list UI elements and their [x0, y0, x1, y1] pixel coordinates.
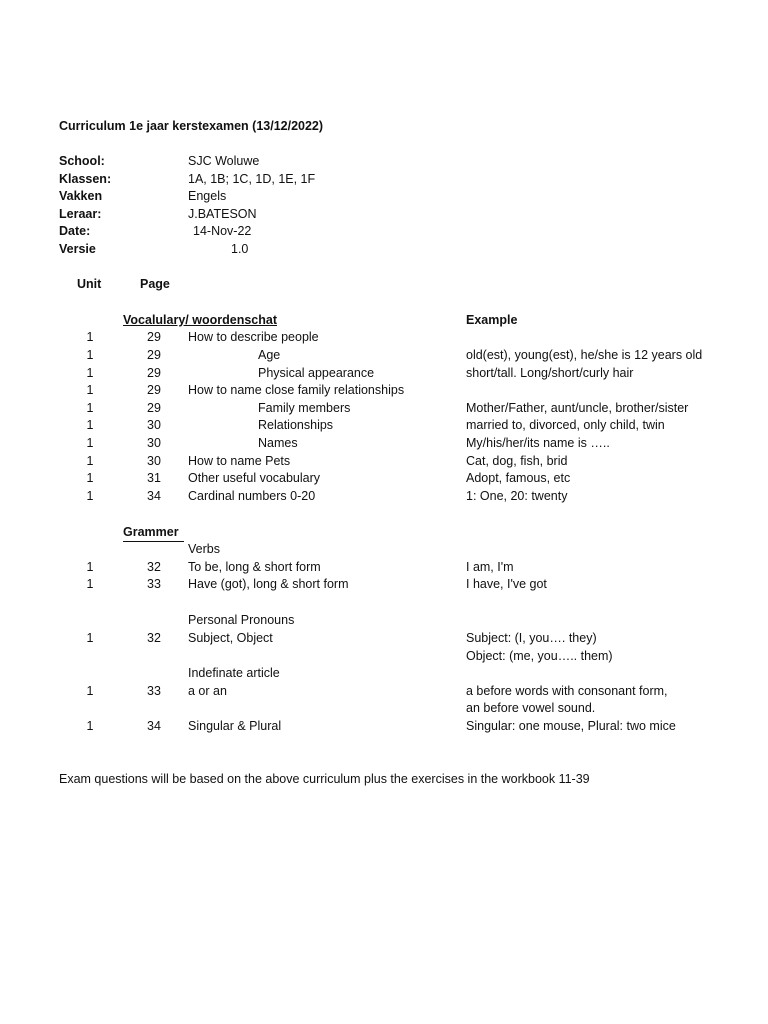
row-unit: 1 — [86, 366, 94, 380]
meta-value-leraar: J.BATESON — [188, 207, 257, 221]
row-topic: How to name Pets — [188, 454, 291, 468]
row-page: 29 — [147, 348, 161, 362]
header-vocabulary: Vocalulary/ woordenschat — [123, 313, 277, 327]
meta-label-klassen: Klassen: — [59, 172, 112, 186]
row-page: 30 — [147, 436, 161, 450]
header-unit: Unit — [77, 277, 102, 291]
row-unit: 1 — [86, 560, 94, 574]
row-page: 32 — [147, 560, 161, 574]
meta-value-vakken: Engels — [188, 189, 227, 203]
row-topic: Names — [258, 436, 298, 450]
row-page: 34 — [147, 719, 161, 733]
row-topic: Singular & Plural — [188, 719, 282, 733]
row-page: 29 — [147, 366, 161, 380]
row-unit: 1 — [86, 489, 94, 503]
row-unit: 1 — [86, 684, 94, 698]
meta-label-date: Date: — [59, 224, 91, 238]
row-example: Subject: (I, you…. they) — [466, 631, 597, 645]
row-topic: To be, long & short form — [188, 560, 321, 574]
row-unit: 1 — [86, 631, 94, 645]
row-example: Cat, dog, fish, brid — [466, 454, 568, 468]
row-example: Mother/Father, aunt/uncle, brother/sister — [466, 401, 689, 415]
row-topic: Family members — [258, 401, 351, 415]
row-unit: 1 — [86, 454, 94, 468]
header-example: Example — [466, 313, 518, 327]
header-page: Page — [140, 277, 170, 291]
row-example: Singular: one mouse, Plural: two mice — [466, 719, 676, 733]
row-topic: Cardinal numbers 0-20 — [188, 489, 316, 503]
row-topic: How to describe people — [188, 330, 319, 344]
row-example: 1: One, 20: twenty — [466, 489, 568, 503]
row-topic: Have (got), long & short form — [188, 577, 349, 591]
meta-value-versie: 1.0 — [231, 242, 249, 256]
row-unit: 1 — [86, 577, 94, 591]
row-topic: Subject, Object — [188, 631, 273, 645]
row-unit: 1 — [86, 418, 94, 432]
row-page: 33 — [147, 684, 161, 698]
row-example: I am, I'm — [466, 560, 514, 574]
row-page: 33 — [147, 577, 161, 591]
row-topic: Relationships — [258, 418, 334, 432]
row-unit: 1 — [86, 348, 94, 362]
row-example: old(est), young(est), he/she is 12 years old — [466, 348, 703, 362]
row-page: 29 — [147, 383, 161, 397]
verbs-heading: Verbs — [188, 542, 220, 556]
row-topic: Age — [258, 348, 281, 362]
meta-value-school: SJC Woluwe — [188, 154, 260, 168]
meta-label-school: School: — [59, 154, 105, 168]
row-unit: 1 — [86, 719, 94, 733]
row-unit: 1 — [86, 383, 94, 397]
row-page: 30 — [147, 454, 161, 468]
row-page: 31 — [147, 471, 161, 485]
row-unit: 1 — [86, 401, 94, 415]
article-heading: Indefinate article — [188, 666, 280, 680]
row-topic: Other useful vocabulary — [188, 471, 321, 485]
row-page: 29 — [147, 401, 161, 415]
row-example: short/tall. Long/short/curly hair — [466, 366, 634, 380]
row-example: My/his/her/its name is ….. — [466, 436, 610, 450]
row-unit: 1 — [86, 330, 94, 344]
pronouns-heading: Personal Pronouns — [188, 613, 295, 627]
row-example: a before words with consonant form, — [466, 684, 668, 698]
row-topic: How to name close family relationships — [188, 383, 405, 397]
row-page: 29 — [147, 330, 161, 344]
meta-label-vakken: Vakken — [59, 189, 103, 203]
row-unit: 1 — [86, 471, 94, 485]
row-example: I have, I've got — [466, 577, 547, 591]
row-page: 30 — [147, 418, 161, 432]
row-example-continued: Object: (me, you….. them) — [466, 649, 613, 663]
header-grammar: Grammer — [123, 524, 184, 542]
row-example: married to, divorced, only child, twin — [466, 418, 665, 432]
row-topic: a or an — [188, 684, 227, 698]
row-page: 32 — [147, 631, 161, 645]
meta-value-klassen: 1A, 1B; 1C, 1D, 1E, 1F — [188, 172, 316, 186]
row-example-continued: an before vowel sound. — [466, 701, 596, 715]
row-example: Adopt, famous, etc — [466, 471, 571, 485]
meta-label-leraar: Leraar: — [59, 207, 102, 221]
row-topic: Physical appearance — [258, 366, 375, 380]
row-page: 34 — [147, 489, 161, 503]
meta-label-versie: Versie — [59, 242, 96, 256]
document-title: Curriculum 1e jaar kerstexamen (13/12/2022) — [59, 119, 324, 133]
row-unit: 1 — [86, 436, 94, 450]
footer-note: Exam questions will be based on the above curriculum plus the exercises in the workbook 11-39 — [59, 772, 590, 786]
meta-value-date: 14-Nov-22 — [193, 224, 252, 238]
